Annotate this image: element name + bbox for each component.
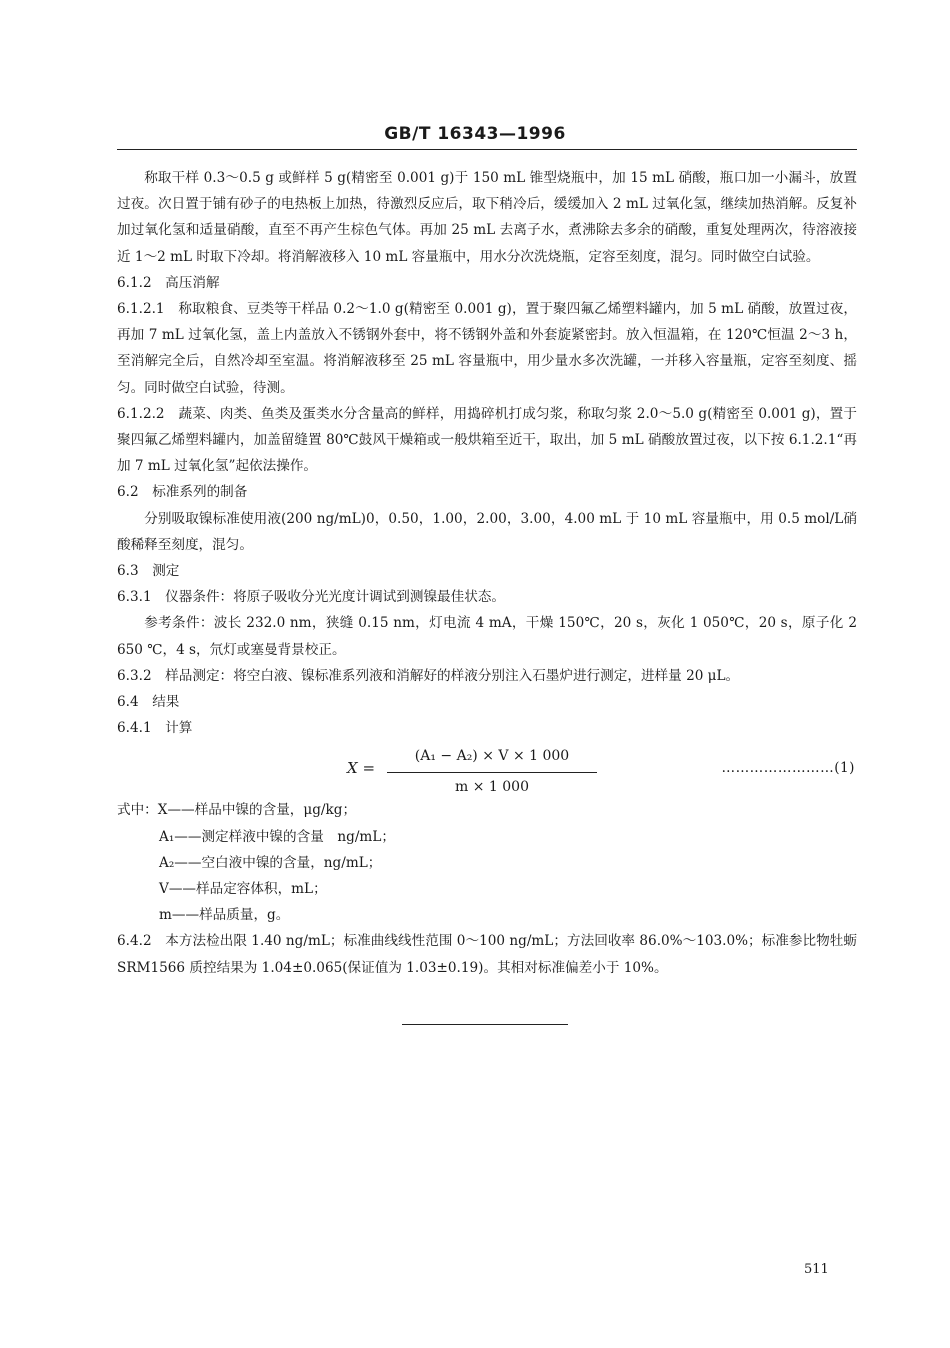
paragraph-6-1-2-1: 6.1.2.1 称取粮食、豆类等干样品 0.2～1.0 g(精密至 0.001 g)，置于聚四氟乙烯塑料罐内，加 5 mL 硝酸，放置过夜，再加 7 mL 过氧化氢，盖上内盖放入不锈钢外套中，将不锈钢外盖和外套旋紧密封。放入恒温箱，在 120℃恒温 2～3 h，至消解完全后，自然冷却至室温。将消解液移至 25 mL 容量瓶中，用少量水多次洗罐，一并移入容量瓶，定容至刻度、摇匀。同时做空白试验，待测。 <box>117 301 857 396</box>
paragraph-6-3-1: 6.3.1 仪器条件：将原子吸收分光光度计调试到测镍最佳状态。 <box>117 589 506 606</box>
paragraph-digestion: 称取干样 0.3～0.5 g 或鲜样 5 g(精密至 0.001 g)于 150 mL 锥型烧瓶中，加 15 mL 硝酸，瓶口加一小漏斗，放置过夜。次日置于铺有砂子的电热板上加热，待激烈反应后，取下稍冷后，缓缓加入 2 mL 过氧化氢，继续加热消解。反复补加过氧化氢和适量硝酸，直至不再产生棕色气体。再加 25 mL 去离子水，煮沸除去多余的硝酸，重复处理两次，待溶液接近 1～2 mL 时取下冷却。将消解液移入 10 mL 容量瓶中，用水分次洗烧瓶，定容至刻度，混匀。同时做空白试验。 <box>117 170 857 265</box>
formula-number: ……………………(1) <box>721 760 855 777</box>
paragraph-6-3-2: 6.3.2 样品测定：将空白液、镍标准系列液和消解好的样液分别注入石墨炉进行测定，进样量 20 μL。 <box>117 667 740 684</box>
heading-6-4: 6.4 结果 <box>117 694 180 711</box>
page-number: 511 <box>804 1262 829 1277</box>
heading-6-4-1: 6.4.1 计算 <box>117 720 193 737</box>
header-rule <box>117 149 857 150</box>
end-rule <box>402 1024 568 1025</box>
heading-6-2: 6.2 标准系列的制备 <box>117 484 248 501</box>
paragraph-6-1-2-2: 6.1.2.2 蔬菜、肉类、鱼类及蛋类水分含量高的鲜样，用捣碎机打成匀浆，称取匀浆 2.0～5.0 g(精密至 0.001 g)，置于聚四氟乙烯塑料罐内，加盖留缝置 80℃鼓风干燥箱或一般烘箱至近干，取出，加 5 mL 硝酸放置过夜，以下按 6.1.2.1“再加 7 mL 过氧化氢”起依法操作。 <box>117 405 857 475</box>
formula-fraction <box>387 743 597 799</box>
heading-6-1-2: 6.1.2 高压消解 <box>117 274 220 291</box>
standard-header: GB/T 16343—1996 <box>384 124 566 144</box>
definition-a1: A₁——测定样液中镍的含量 ng/mL； <box>159 828 395 845</box>
definition-a2: A₂——空白液中镍的含量，ng/mL； <box>159 854 382 871</box>
formula-numerator: (A₁ − A₂) × V × 1 000 <box>387 743 597 772</box>
definition-m: m——样品质量，g。 <box>159 907 290 924</box>
definition-x: 式中：X——样品中镍的含量，μg/kg； <box>117 802 357 819</box>
definition-v: V——样品定容体积，mL； <box>159 881 327 898</box>
formula-1 <box>117 743 857 797</box>
formula-definitions <box>117 797 857 928</box>
heading-6-3: 6.3 测定 <box>117 563 180 580</box>
formula-lhs: X = <box>347 759 376 778</box>
formula-denominator: m × 1 000 <box>455 778 529 795</box>
document-body <box>117 165 857 981</box>
paragraph-reference-conditions: 参考条件：波长 232.0 nm，狭缝 0.15 nm，灯电流 4 mA，干燥 150℃，20 s，灰化 1 050℃，20 s，原子化 2 650 ℃，4 s，氘灯或塞曼背景校正。 <box>117 615 857 658</box>
paragraph-6-4-2: 6.4.2 本方法检出限 1.40 ng/mL；标准曲线线性范围 0～100 ng/mL；方法回收率 86.0%～103.0%；标准参比物牡蛎 SRM1566 质控结果为 1.04±0.065(保证值为 1.03±0.19)。其相对标准偏差小于 10%。 <box>117 933 857 976</box>
paragraph-6-2: 分别吸取镍标准使用液(200 ng/mL)0，0.50，1.00，2.00，3.00，4.00 mL 于 10 mL 容量瓶中，用 0.5 mol/L硝酸稀释至刻度，混匀。 <box>117 510 857 553</box>
